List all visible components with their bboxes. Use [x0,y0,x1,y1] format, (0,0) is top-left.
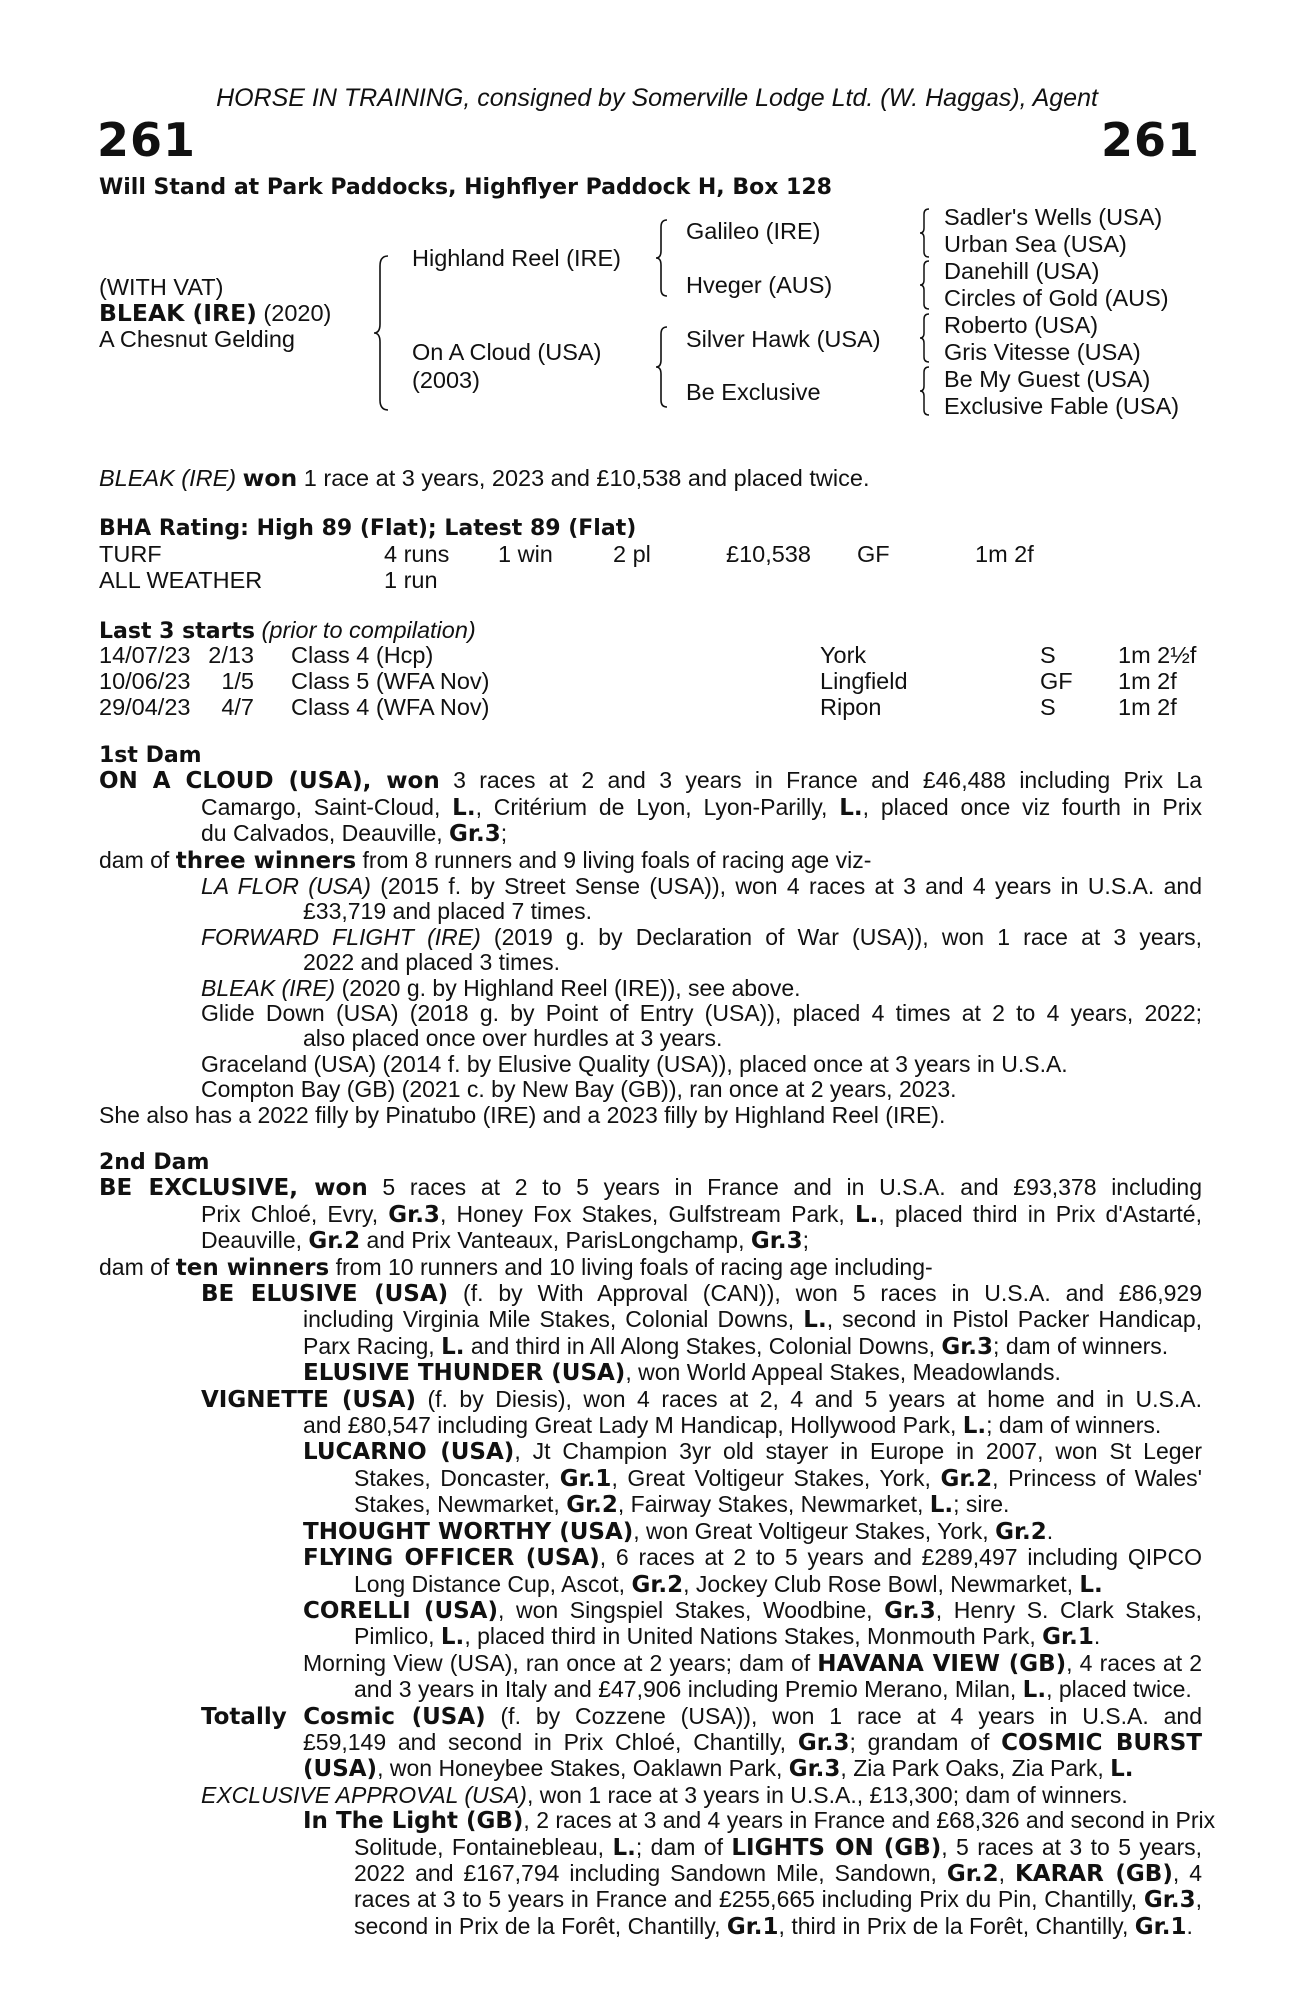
horse-year: (2020) [256,300,332,326]
lot-number-left: 261 [97,113,197,167]
dam2-line [99,1677,1202,1703]
bha-cell-runs: 1 run [384,567,438,593]
last-start-cell-date: 29/04/23 [99,694,191,720]
text-span: , Fairway Stakes, Newmarket, [617,1491,930,1518]
dam1-line [99,874,1202,899]
pedigree-sss: Sadler's Wells (USA) [944,204,1163,230]
pedigree-sdd: Circles of Gold (AUS) [944,285,1169,311]
second-dam-section [99,1150,1216,1940]
text-span: , Princess of Wales' [992,1464,1203,1491]
text-span: KARAR (GB) [1014,1860,1173,1887]
vat-note: (WITH VAT) [99,274,224,300]
text-span: (2019 g. by Declaration of War (USA)), won 1 race at 3 years, [480,923,1202,950]
last-start-cell-course: York [820,642,867,668]
dam1-line: Graceland (USA) (2014 f. by Elusive Quality (USA)), placed once at 3 years in U.S.A. [201,1050,1068,1077]
text-span: ; sire. [953,1491,1010,1518]
pedigree-dsd: Gris Vitesse (USA) [944,339,1141,365]
dam2-line [99,1756,1202,1782]
text-span: , placed third in Prix d'Astarté, [878,1200,1202,1227]
dam1-line: also placed once over hurdles at 3 years. [303,1025,723,1052]
text-span: , Great Voltigeur Stakes, York, [611,1464,941,1491]
text-span: , 5 races at 3 to 5 years, [941,1833,1203,1860]
pedigree-brace-ds [918,312,932,364]
text-span: BE EXCLUSIVE, won [99,1175,368,1202]
dam2-line [99,1807,1216,1835]
text-span: and third in All Along Stakes, Colonial Downs, [464,1332,942,1359]
text-span: Prix Chloé, Evry, [201,1200,389,1227]
text-span: Camargo, Saint-Cloud, [201,793,453,820]
dam2-line [99,1334,1202,1360]
pedigree-brace-gen1 [372,254,392,412]
text-span: 5 races at 2 to 5 years in France and in U.S.A. and £93,378 including [367,1174,1202,1201]
text-span: , 4 [1172,1859,1202,1886]
pedigree-sire-dam: Hveger (AUS) [686,272,833,298]
text-span: , won Great Voltigeur Stakes, York, [633,1517,996,1544]
last-start-cell-dist: 1m 2f [1118,694,1177,720]
text-span: Gr.3 [884,1597,936,1624]
bha-cell-surface: ALL WEATHER [99,567,263,593]
dam1-line [99,976,1202,1001]
summary-horse-name: BLEAK (IRE) [99,465,237,491]
text-span: Gr.3 [449,821,501,848]
first-dam-section [99,743,1202,1128]
pedigree-dss: Roberto (USA) [944,312,1099,338]
text-span: FLYING OFFICER (USA) [303,1545,600,1572]
text-span: FORWARD FLIGHT (IRE) [201,923,481,950]
text-span: THOUGHT WORTHY (USA) [303,1518,634,1545]
text-span: and 3 years in Italy and £47,906 including Premio Merano, Milan, [354,1676,1023,1703]
dam1-line [99,768,1202,794]
stand-location: Will Stand at Park Paddocks, Highflyer Paddock H, Box 128 [99,175,832,200]
pedigree-dam-dam: Be Exclusive [686,379,821,405]
text-span: L. [1079,1571,1103,1598]
text-span: Long Distance Cup, Ascot, [354,1570,632,1597]
text-span: , 6 races at 2 to 5 years and £289,497 including QIPCO [599,1544,1202,1571]
dam1-line [99,821,1202,847]
text-span: Gr.2 [946,1860,999,1887]
last-start-cell-going: S [1040,694,1056,720]
text-span: Gr.1 [559,1465,612,1492]
text-span: Gr.2 [308,1228,361,1255]
dam2-line [99,1387,1202,1413]
bha-cell-prize: £10,538 [726,541,811,567]
dam2-line [99,1914,1202,1940]
dam2-line [99,1202,1202,1228]
dam1-line: Compton Bay (GB) (2021 c. by New Bay (GB)), ran once at 2 years, 2023. [201,1076,957,1103]
text-span: L. [440,1624,465,1651]
pedigree-brace-dam [654,325,670,409]
last-starts-heading: Last 3 starts [99,619,256,644]
text-span: Gr.2 [631,1571,684,1598]
text-span: three winners [175,847,357,874]
pedigree-sire: Highland Reel (IRE) [412,245,621,271]
text-span: ; dam of [635,1833,732,1860]
bha-rating-title: BHA Rating: High 89 (Flat); Latest 89 (Flat) [99,516,637,541]
text-span: LIGHTS ON (GB) [731,1834,942,1861]
pedigree-ddd: Exclusive Fable (USA) [944,393,1180,419]
last-start-cell-course: Lingfield [820,668,908,694]
text-span: L. [612,1834,636,1861]
last-start-cell-dist: 1m 2½f [1118,642,1197,668]
text-span: 2022 and £167,794 including Sandown Mile, Sandown, [354,1859,947,1886]
text-span: du Calvados, Deauville, [201,820,450,847]
text-span: L. [1022,1677,1047,1704]
text-span: ON A CLOUD (USA), won [99,768,440,795]
dam2-line [99,1651,1202,1677]
text-span: Gr.3 [388,1201,440,1228]
text-span: Totally Cosmic (USA) [201,1703,486,1730]
pedigree-ssd: Urban Sea (USA) [944,231,1127,257]
text-span: £59,149 and second in Prix Chloé, Chantilly, [303,1728,798,1755]
text-span: 3 races at 2 and 3 years in France and £46,488 including Prix La [439,767,1202,794]
dam1-line: Glide Down (USA) (2018 g. by Point of Entry (USA)), placed 4 times at 2 to 4 years, 2022; [201,1000,1202,1027]
text-span: , placed twice. [1046,1676,1192,1703]
dam1-line [99,925,1202,950]
text-span: COSMIC BURST [1001,1729,1203,1756]
text-span: In The Light (GB) [303,1808,524,1835]
pedigree-brace-ss [918,207,932,259]
text-span: dam of [99,1253,176,1280]
text-span: Gr.1 [1042,1624,1094,1651]
text-span: Gr.3 [750,1228,803,1255]
pedigree-dam: On A Cloud (USA) [412,339,602,365]
text-span: Pimlico, [354,1623,441,1650]
text-span: ; [802,1227,809,1254]
text-span: L. [839,794,863,821]
text-span: L. [441,1333,465,1360]
text-span: Deauville, [201,1227,309,1254]
text-span: VIGNETTE (USA) [201,1386,416,1413]
text-span: Gr.2 [995,1518,1047,1545]
text-span: and Prix Vanteaux, ParisLongchamp, [360,1227,751,1254]
first-dam-heading: 1st Dam [99,743,202,768]
text-span: HAVANA VIEW (GB) [817,1650,1067,1677]
dam2-line [99,1228,1202,1254]
text-span: BE ELUSIVE (USA) [201,1281,449,1308]
dam2-line [99,1598,1202,1624]
dam2-line [99,1519,1202,1545]
summary-text: 1 race at 3 years, 2023 and £10,538 and placed twice. [297,465,870,491]
text-span: EXCLUSIVE APPROVAL (USA) [201,1781,527,1808]
text-span: LUCARNO (USA) [303,1439,515,1466]
bha-cell-surface: TURF [99,541,162,567]
text-span: Gr.2 [566,1492,618,1519]
text-span: L. [854,1201,879,1228]
dam2-line [99,1439,1202,1465]
pedigree-sds: Danehill (USA) [944,258,1100,284]
pedigree-dam-year: (2003) [412,367,480,393]
text-span: , third in Prix de la Forêt, Chantilly, [778,1912,1135,1939]
text-span: L. [452,794,476,821]
last-start-cell-dist: 1m 2f [1118,668,1177,694]
summary-won: won [242,464,298,492]
dam2-line [99,1307,1202,1333]
text-span: CORELLI (USA) [303,1597,498,1624]
race-summary [99,465,869,491]
text-span: , Henry S. Clark Stakes, [935,1596,1202,1623]
last-start-cell-going: S [1040,642,1056,668]
text-span: Solitude, Fontainebleau, [354,1833,613,1860]
lot-number-right: 261 [1100,113,1200,167]
text-span: Morning View (USA), ran once at 2 years; dam of [303,1649,818,1676]
text-span: Parx Racing, [303,1332,442,1359]
dam2-line [99,1572,1202,1598]
text-span: ten winners [175,1254,330,1281]
text-span: and £80,547 including Great Lady M Handicap, Hollywood Park, [303,1412,963,1439]
text-span: , won Singspiel Stakes, Woodbine, [498,1596,885,1623]
horse-name: BLEAK (IRE) [99,299,257,327]
second-dam-heading: 2nd Dam [99,1150,210,1175]
dam2-line [99,1545,1202,1571]
pedigree-sire-sire: Galileo (IRE) [686,218,821,244]
text-span: Gr.2 [940,1465,993,1492]
dam1-line [99,848,1202,874]
last-starts-note: (prior to compilation) [255,617,476,643]
last-start-cell-going: GF [1040,668,1073,694]
text-span: from 8 runners and 9 living foals of racing age viz- [356,846,872,873]
text-span: . [1093,1623,1101,1650]
text-span: ; [500,820,508,847]
text-span: L. [803,1307,827,1334]
dam2-line [99,1783,1202,1808]
horse-description: A Chesnut Gelding [99,326,295,352]
bha-cell-going: GF [857,541,890,567]
text-span: ; dam of winners. [993,1332,1169,1359]
last-start-cell-pos: 1/5 [221,668,254,694]
text-span: Gr.3 [797,1729,850,1756]
text-span: , Zia Park Oaks, Zia Park, [840,1755,1111,1782]
text-span: , won Honeybee Stakes, Oaklawn Park, [377,1755,789,1782]
text-span: (2020 g. by Highland Reel (IRE)), see above. [335,974,801,1001]
dam2-line [99,1887,1202,1913]
text-span: races at 3 to 5 years in France and £255,665 including Prix du Pin, Chantilly, [354,1886,1144,1913]
text-span: , placed once viz fourth in Prix [862,793,1202,820]
text-span: , placed third in United Nations Stakes, Monmouth Park, [464,1623,1043,1650]
pedigree-brace-sd [918,259,932,311]
text-span: (f. by Diesis), won 4 races at 2, 4 and 5 years at home and in U.S.A. [416,1385,1203,1412]
text-span: L. [929,1492,954,1519]
text-span: , second in Pistol Packer Handicap, [826,1306,1202,1333]
text-span: (f. by With Approval (CAN)), won 5 races in U.S.A. and £86,929 [448,1280,1203,1307]
dam2-line [99,1730,1202,1756]
text-span: . [1046,1517,1054,1544]
text-span: , Honey Fox Stakes, Gulfstream Park, [439,1200,855,1227]
text-span: L. [1110,1756,1134,1783]
text-span: , Jt Champion 3yr old stayer in Europe in 2007, won St Leger [514,1438,1202,1465]
text-span: ELUSIVE THUNDER (USA) [303,1360,626,1387]
dam2-line [99,1861,1202,1887]
dam1-line [99,795,1202,821]
dam2-line [99,1175,1202,1201]
dam2-line [99,1281,1202,1307]
text-span: Stakes, Newmarket, [354,1491,567,1518]
last-starts-title [99,617,476,645]
text-span: ; dam of winners. [986,1412,1162,1439]
text-span: including Virginia Mile Stakes, Colonial Downs, [303,1306,804,1333]
pedigree-brace-dd [918,365,932,417]
bha-cell-runs: 4 runs [384,541,450,567]
pedigree-dds: Be My Guest (USA) [944,366,1151,392]
text-span: Gr.3 [788,1756,841,1783]
last-start-cell-course: Ripon [820,694,882,720]
dam1-line: £33,719 and placed 7 times. [303,898,592,925]
dam2-line [99,1492,1202,1518]
text-span: , [998,1859,1015,1886]
text-span: L. [962,1413,987,1440]
dam2-line [99,1704,1202,1730]
bha-cell-wins: 1 win [498,541,553,567]
dam2-line [99,1413,1202,1439]
last-start-cell-pos: 4/7 [221,694,254,720]
text-span: BLEAK (IRE) [201,974,336,1001]
bha-cell-dist: 1m 2f [975,541,1034,567]
text-span: , Jockey Club Rose Bowl, Newmarket, [683,1570,1080,1597]
consignor-line: HORSE IN TRAINING, consigned by Somerville Lodge Ltd. (W. Haggas), Agent [216,84,1098,112]
last-start-cell-date: 14/07/23 [99,642,191,668]
text-span: Gr.3 [941,1333,994,1360]
text-span: , won World Appeal Stakes, Meadowlands. [625,1359,1061,1386]
dam2-line [99,1360,1202,1386]
last-start-cell-race: Class 5 (WFA Nov) [291,668,490,694]
horse-title [99,300,331,326]
dam2-line [99,1624,1202,1650]
text-span: Gr.3 [1143,1887,1196,1914]
text-span: from 10 runners and 10 living foals of racing age including- [329,1253,933,1280]
dam2-line [99,1466,1202,1492]
last-start-cell-race: Class 4 (Hcp) [291,642,434,668]
text-span: (2015 f. by Street Sense (USA)), won 4 races at 3 and 4 years in U.S.A. and [370,873,1202,900]
last-start-cell-date: 10/06/23 [99,668,191,694]
dam2-line [99,1835,1202,1861]
text-span: , won 1 race at 3 years in U.S.A., £13,300; dam of winners. [526,1781,1128,1808]
text-span: dam of [99,846,176,873]
dam2-line [99,1255,1202,1281]
text-span: , 4 races at 2 [1066,1649,1203,1676]
pedigree-dam-sire: Silver Hawk (USA) [686,326,881,352]
text-span: Gr.1 [1134,1913,1187,1940]
dam1-line: She also has a 2022 filly by Pinatubo (IRE) and a 2023 filly by Highland Reel (IRE). [99,1101,946,1128]
text-span: , Critérium de Lyon, Lyon-Parilly, [475,793,840,820]
last-start-cell-pos: 2/13 [208,642,254,668]
text-span: Gr.1 [726,1913,779,1940]
text-span: second in Prix de la Forêt, Chantilly, [354,1912,727,1939]
text-span: , [1195,1886,1202,1913]
text-span: (USA) [303,1756,378,1783]
bha-cell-placed: 2 pl [613,541,651,567]
last-start-cell-race: Class 4 (WFA Nov) [291,694,490,720]
text-span: , 2 races at 3 and 4 years in France and £68,326 and second in Prix [523,1807,1216,1834]
pedigree-brace-sire [654,218,670,298]
text-span: LA FLOR (USA) [201,873,371,900]
text-span: (f. by Cozzene (USA)), won 1 race at 4 years in U.S.A. and [485,1702,1202,1729]
dam1-line: 2022 and placed 3 times. [303,949,561,976]
text-span: . [1186,1912,1193,1939]
text-span: Stakes, Doncaster, [354,1464,560,1491]
text-span: ; grandam of [849,1728,1002,1755]
